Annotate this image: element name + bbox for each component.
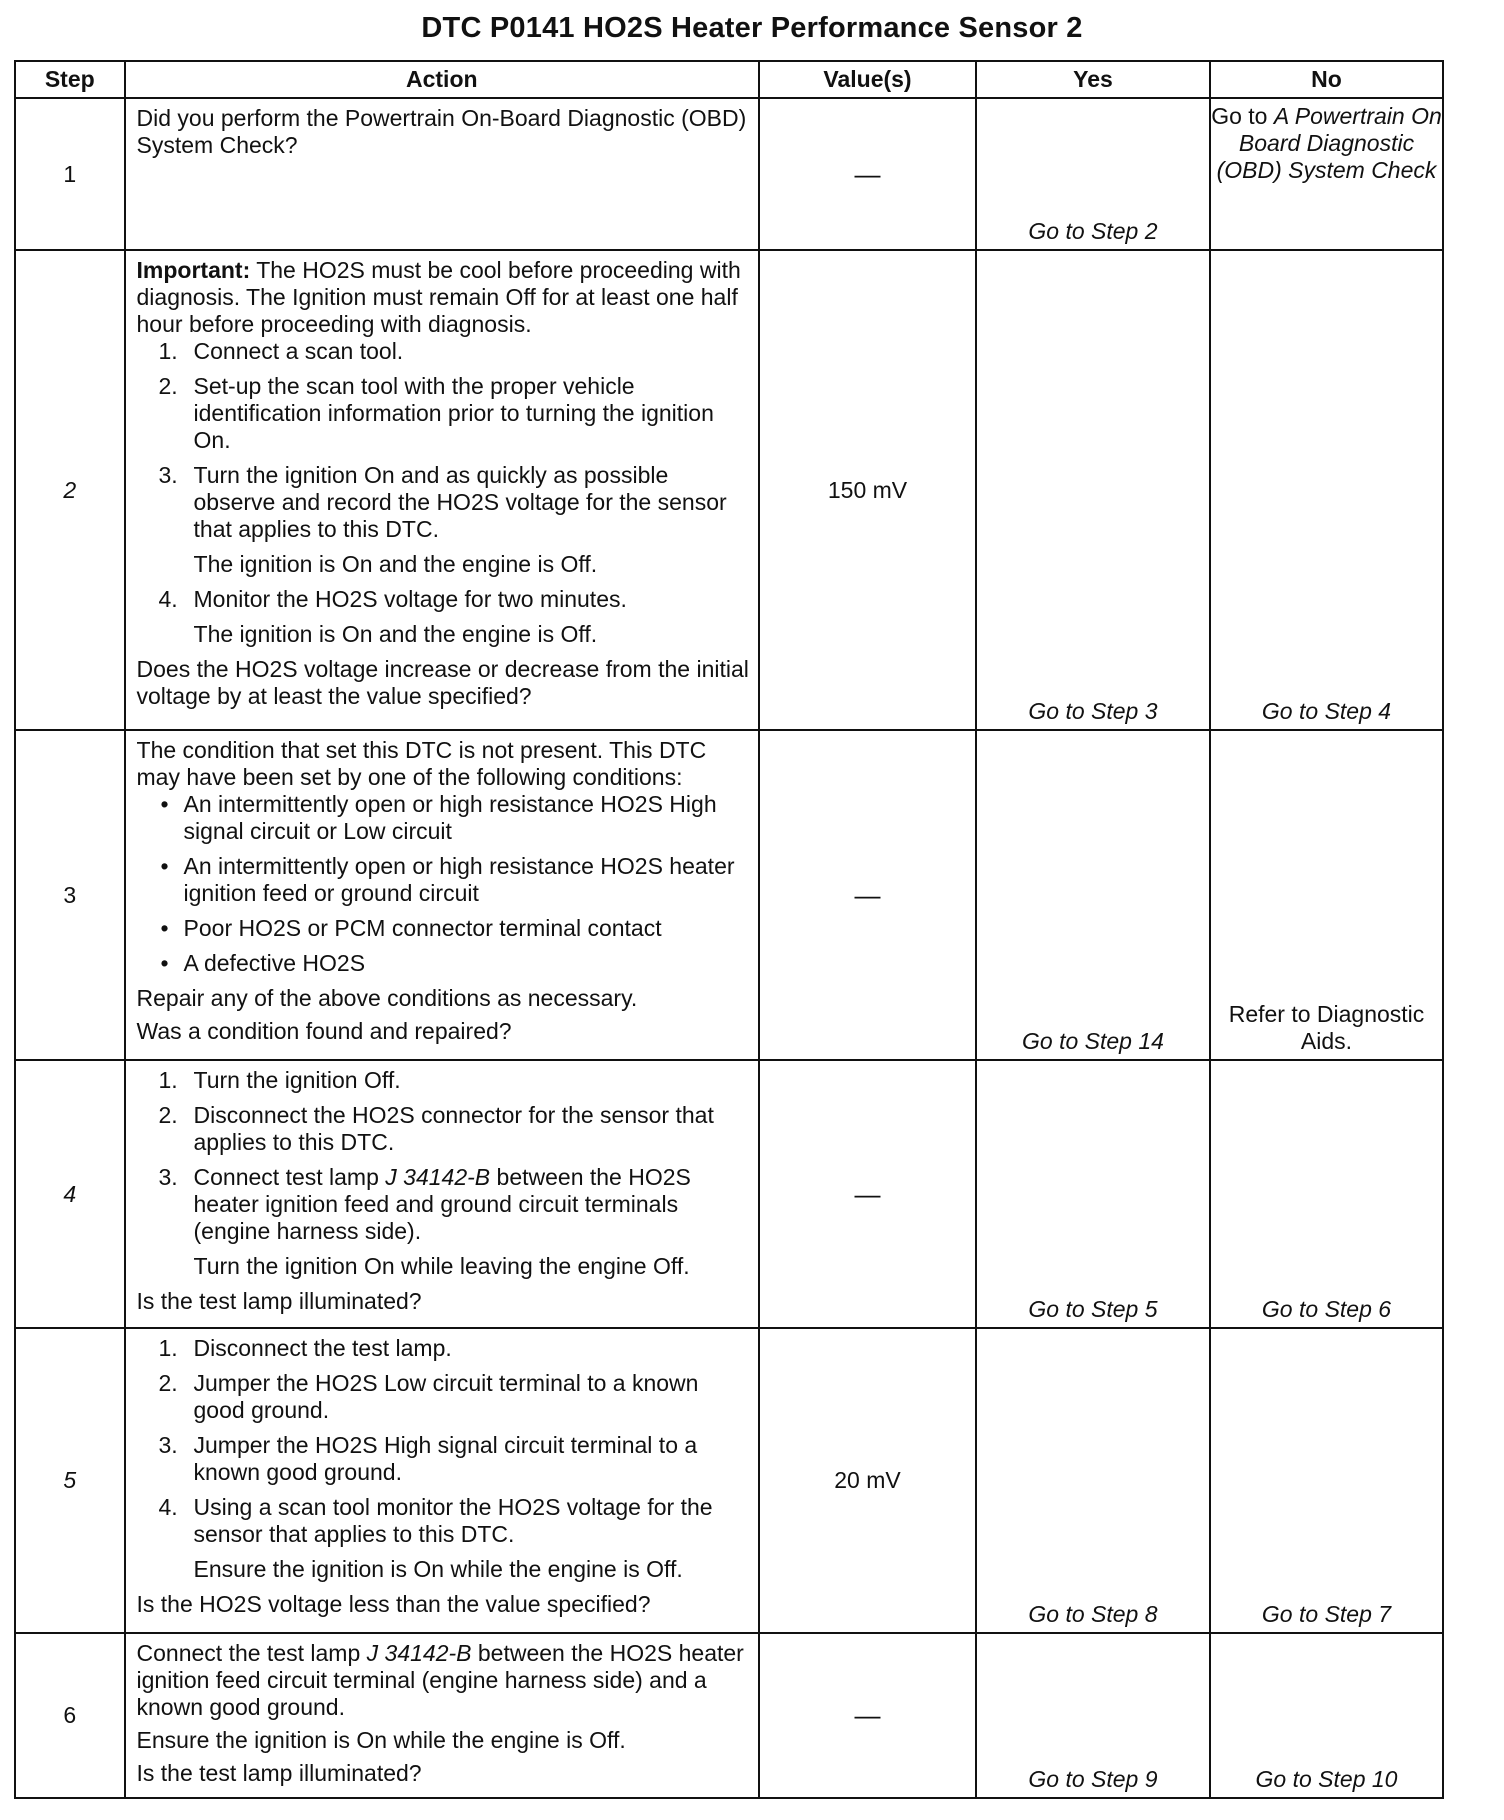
diagnostic-table (14, 60, 1444, 1799)
list-item: 4. Using a scan tool monitor the HO2S voltage for the sensor that applies to this DTC. (158, 1494, 713, 1547)
list-item: • An intermittently open or high resistance HO2S heater ignition feed or ground circuit (160, 853, 735, 906)
value-cell: — (759, 1633, 976, 1798)
no-link: A Powertrain On Board Diagnostic (OBD) System Check (1216, 103, 1442, 183)
step-list (137, 586, 751, 613)
condition-list (137, 791, 751, 977)
action-cell (125, 1328, 760, 1633)
step-list (137, 338, 751, 543)
action-text: Connect the test lamp J 34142-B between the HO2S heater ignition feed circuit terminal (engine harness side) and a known good ground. (136, 1640, 744, 1720)
important-label: Important: (136, 257, 251, 283)
yes-cell: Go to Step 5 (976, 1060, 1210, 1328)
tool-number: J 34142-B (366, 1640, 472, 1666)
question: Was a condition found and repaired? (136, 1018, 512, 1044)
step-number: 5 (15, 1328, 125, 1633)
no-cell: Go to Step 7 (1210, 1328, 1443, 1633)
header-step: Step (15, 61, 125, 98)
action-cell (125, 1060, 760, 1328)
header-yes: Yes (976, 61, 1210, 98)
no-cell: Go to Step 6 (1210, 1060, 1443, 1328)
question: Is the test lamp illuminated? (136, 1760, 422, 1786)
action-text: Did you perform the Powertrain On-Board Diagnostic (OBD) System Check? (136, 105, 747, 158)
yes-cell: Go to Step 2 (976, 98, 1210, 250)
value-cell: 20 mV (759, 1328, 976, 1633)
repair-text: Repair any of the above conditions as necessary. (136, 985, 638, 1011)
intro-text: The condition that set this DTC is not present. This DTC may have been set by one of the following conditions: (136, 737, 707, 790)
sub-instruction: Ensure the ignition is On while the engine is Off. (193, 1556, 683, 1582)
table-row (15, 730, 1443, 1060)
step-number: 6 (15, 1633, 125, 1798)
tool-number: J 34142-B (385, 1164, 491, 1190)
list-item: 1. Turn the ignition Off. (158, 1067, 401, 1093)
sub-instruction: Turn the ignition On while leaving the engine Off. (193, 1253, 690, 1279)
question: Is the test lamp illuminated? (136, 1288, 422, 1314)
header-no: No (1210, 61, 1443, 98)
step-list (137, 1335, 751, 1548)
step-number: 1 (15, 98, 125, 250)
step-list (137, 1067, 751, 1245)
action-cell (125, 98, 760, 250)
yes-cell: Go to Step 3 (976, 250, 1210, 730)
table-row (15, 98, 1443, 250)
action-cell (125, 1633, 760, 1798)
step-number: 4 (15, 1060, 125, 1328)
yes-cell: Go to Step 14 (976, 730, 1210, 1060)
list-item: 1. Connect a scan tool. (158, 338, 404, 364)
table-row (15, 1633, 1443, 1798)
page-title: DTC P0141 HO2S Heater Performance Sensor 2 (421, 12, 1083, 44)
step-number: 3 (15, 730, 125, 1060)
list-item: • An intermittently open or high resistance HO2S High signal circuit or Low circuit (160, 791, 717, 844)
table-row (15, 250, 1443, 730)
question: Is the HO2S voltage less than the value specified? (136, 1591, 651, 1617)
list-item: 1. Disconnect the test lamp. (158, 1335, 452, 1361)
list-item: 2. Jumper the HO2S Low circuit terminal to a known good ground. (158, 1370, 699, 1423)
step-number: 2 (15, 250, 125, 730)
header-row (15, 61, 1443, 98)
list-item: 3. Connect test lamp J 34142-B between the HO2S heater ignition feed and ground circuit terminals (engine harness side). (158, 1164, 691, 1244)
ensure-text: Ensure the ignition is On while the engine is Off. (136, 1727, 626, 1753)
action-cell (125, 250, 760, 730)
important-text: The HO2S must be cool before proceeding with diagnosis. The Ignition must remain Off for at least one half hour before proceeding with diagnosis. (136, 257, 741, 337)
table-row (15, 1060, 1443, 1328)
list-item: 3. Turn the ignition On and as quickly as possible observe and record the HO2S voltage for the sensor that applies to this DTC. (158, 462, 727, 542)
no-cell (1210, 98, 1443, 250)
list-item: 2. Disconnect the HO2S connector for the sensor that applies to this DTC. (158, 1102, 714, 1155)
value-cell: — (759, 98, 976, 250)
sub-instruction: The ignition is On and the engine is Off. (193, 621, 598, 647)
action-cell (125, 730, 760, 1060)
list-item: 3. Jumper the HO2S High signal circuit terminal to a known good ground. (158, 1432, 698, 1485)
value-cell: — (759, 1060, 976, 1328)
yes-cell: Go to Step 9 (976, 1633, 1210, 1798)
no-cell: Go to Step 4 (1210, 250, 1443, 730)
value-cell: — (759, 730, 976, 1060)
header-values: Value(s) (759, 61, 976, 98)
sub-instruction: The ignition is On and the engine is Off. (193, 551, 598, 577)
question: Does the HO2S voltage increase or decrease from the initial voltage by at least the value specified? (136, 656, 749, 709)
list-item: • Poor HO2S or PCM connector terminal contact (160, 915, 662, 941)
table-row (15, 1328, 1443, 1633)
value-cell: 150 mV (759, 250, 976, 730)
header-action: Action (125, 61, 760, 98)
list-item: 4. Monitor the HO2S voltage for two minutes. (158, 586, 627, 612)
no-prefix: Go to (1211, 103, 1274, 129)
no-cell: Refer to Diagnostic Aids. (1210, 730, 1443, 1060)
list-item: • A defective HO2S (160, 950, 366, 976)
important-note (137, 257, 751, 338)
no-cell: Go to Step 10 (1210, 1633, 1443, 1798)
yes-cell: Go to Step 8 (976, 1328, 1210, 1633)
list-item: 2. Set-up the scan tool with the proper vehicle identification information prior to turning the ignition On. (158, 373, 714, 453)
